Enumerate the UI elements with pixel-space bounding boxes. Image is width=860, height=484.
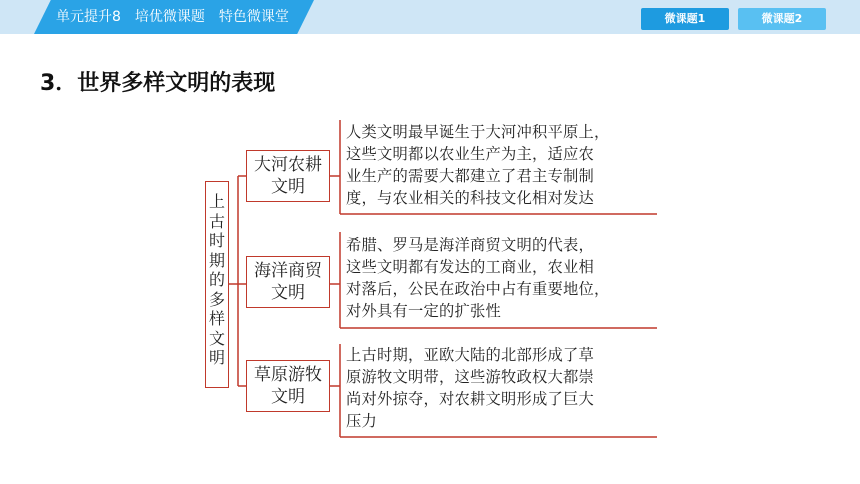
description-line: 压力 [346,412,377,430]
category-name-line1: 大河农耕 [254,155,322,175]
category-name-line2: 文明 [271,387,305,407]
category-label [247,260,329,304]
category-box-river-agriculture [246,150,330,202]
category-label [247,154,329,198]
category-label [247,364,329,408]
category-box-steppe-nomadic [246,360,330,412]
description-line: 原游牧文明带，这些游牧政权大都崇 [346,368,594,386]
description-line: 尚对外掠夺，对农耕文明形成了巨大 [346,390,594,408]
description-line: 上古时期，亚欧大陆的北部形成了草 [346,346,594,364]
description-line: 这些文明都有发达的工商业，农业相 [346,258,594,276]
description-line: 这些文明都以农业生产为主，适应农 [346,145,594,163]
description-line: 人类文明最早诞生于大河冲积平原上， [346,123,610,141]
section-title: 3．世界多样文明的表现 [40,71,276,96]
description-line: 业生产的需要大都建立了君主专制制 [346,167,594,185]
diagram-root-label: 上古时期的多样文明 [205,181,229,388]
category-name-line2: 文明 [271,177,305,197]
description-line: 度，与农业相关的科技文化相对发达 [346,189,594,207]
tab-micro-topic-2[interactable]: 微课题2 [738,8,826,30]
category-name-line1: 海洋商贸 [254,261,322,281]
category-name-line1: 草原游牧 [254,365,322,385]
description-maritime-commerce [346,234,658,322]
description-line: 希腊、罗马是海洋商贸文明的代表， [346,236,594,254]
category-name-line2: 文明 [271,283,305,303]
description-line: 对外具有一定的扩张性 [346,302,501,320]
breadcrumb: 单元提升8 培优微课题 特色微课堂 [56,9,289,25]
category-box-maritime-commerce [246,256,330,308]
description-river-agriculture [346,121,658,209]
description-line: 对落后，公民在政治中占有重要地位， [346,280,610,298]
tab-micro-topic-1[interactable]: 微课题1 [641,8,729,30]
description-steppe-nomadic [346,344,658,432]
